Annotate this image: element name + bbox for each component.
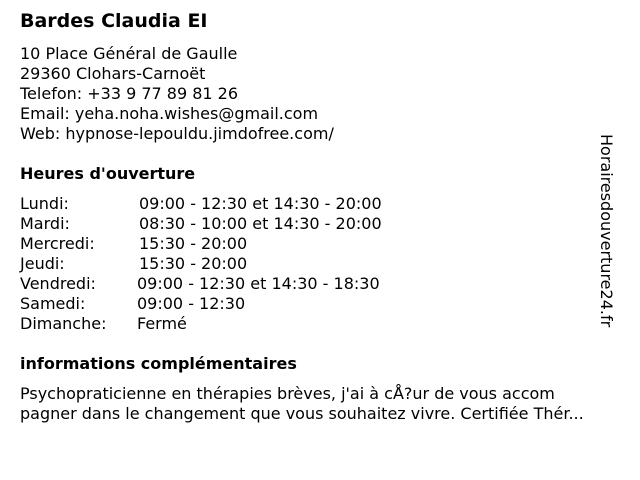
time-range: 09:00 - 12:30 et 14:30 - 20:00 (139, 194, 382, 213)
hours-heading: Heures d'ouverture (20, 164, 196, 183)
time-range: 09:00 - 12:30 et 14:30 - 18:30 (137, 274, 380, 293)
address-line-1: 10 Place Général de Gaulle (20, 44, 238, 63)
hours-row-tuesday (20, 214, 580, 234)
day-label: Dimanche: (20, 314, 107, 333)
phone-text: Telefon: +33 9 77 89 81 26 (20, 84, 239, 103)
time-range: 15:30 - 20:00 (139, 254, 248, 273)
time-range: 15:30 - 20:00 (139, 234, 248, 253)
hours-row-wednesday (20, 234, 580, 254)
day-label: Vendredi: (20, 274, 96, 293)
site-watermark (597, 134, 636, 374)
time-range: 09:00 - 12:30 (137, 294, 246, 313)
day-label: Lundi: (20, 194, 69, 213)
day-label: Mercredi: (20, 234, 95, 253)
time-range: 08:30 - 10:00 et 14:30 - 20:00 (139, 214, 382, 233)
hours-row-monday (20, 194, 580, 214)
address-line-2: 29360 Clohars-Carnoët (20, 64, 206, 83)
hours-row-sunday (20, 314, 580, 334)
info-line-2: pagner dans le changement que vous souhaitez vivre. Certifiée Thér... (20, 404, 584, 423)
day-label: Samedi: (20, 294, 86, 313)
hours-row-friday (20, 274, 580, 294)
info-heading: informations complémentaires (20, 354, 297, 373)
day-label: Mardi: (20, 214, 70, 233)
hours-row-saturday (20, 294, 580, 314)
day-label: Jeudi: (20, 254, 65, 273)
hours-row-thursday (20, 254, 580, 274)
business-name: Bardes Claudia EI (20, 10, 208, 32)
email-text: Email: yeha.noha.wishes@gmail.com (20, 104, 319, 123)
info-line-1: Psychopraticienne en thérapies brèves, j'ai à cÅ?ur de vous accom (20, 384, 555, 403)
watermark-text: Horairesdouverture24.fr (597, 134, 616, 328)
info-description (20, 384, 584, 424)
web-text: Web: hypnose-lepouldu.jimdofree.com/ (20, 124, 334, 143)
time-range: Fermé (137, 314, 187, 333)
hours-table (20, 194, 580, 334)
contact-block (20, 44, 334, 144)
